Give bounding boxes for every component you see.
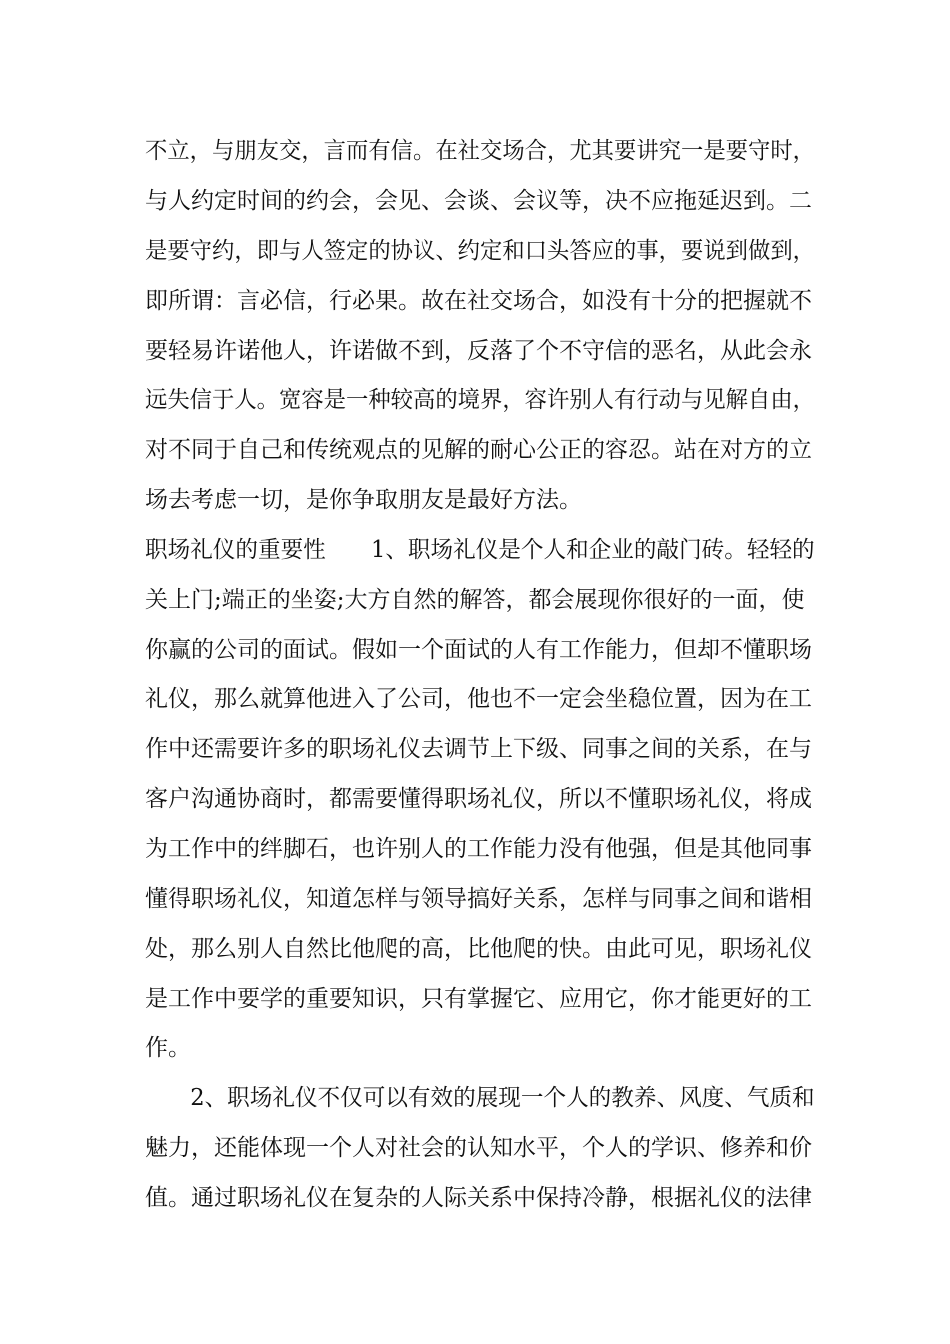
text-line: 要轻易许诺他人，许诺做不到，反落了个不守信的恶名，从此会永 [145,338,812,364]
text-line: 礼仪，那么就算他进入了公司，他也不一定会坐稳位置，因为在工 [145,686,812,712]
section-heading-line: 职场礼仪的重要性 1、职场礼仪是个人和企业的敲门砖。轻轻的 [145,537,815,563]
text-line: 作中还需要许多的职场礼仪去调节上下级、同事之间的关系，在与 [145,736,812,762]
text-line: 为工作中的绊脚石，也许别人的工作能力没有他强，但是其他同事 [145,836,812,862]
text-line: 不立，与朋友交，言而有信。在社交场合，尤其要讲究一是要守时， [145,138,815,164]
text-line: 2、职场礼仪不仅可以有效的展现一个人的教养、风度、气质和 [145,1085,815,1111]
text-line: 是工作中要学的重要知识，只有掌握它、应用它，你才能更好的工 [145,986,812,1012]
text-line: 与人约定时间的约会，会见、会谈、会议等，决不应拖延迟到。二 [145,188,812,214]
text-line: 客户沟通协商时，都需要懂得职场礼仪，所以不懂职场礼仪，将成 [145,786,812,812]
text-line: 你赢的公司的面试。假如一个面试的人有工作能力，但却不懂职场 [145,637,812,663]
text-line: 魅力，还能体现一个人对社会的认知水平，个人的学识、修养和价 [145,1135,812,1161]
text-line: 对不同于自己和传统观点的见解的耐心公正的容忍。站在对方的立 [145,437,812,463]
text-line: 值。通过职场礼仪在复杂的人际关系中保持冷静，根据礼仪的法律 [145,1185,812,1211]
text-line: 即所谓：言必信，行必果。故在社交场合，如没有十分的把握就不 [145,288,812,314]
text-line: 是要守约，即与人签定的协议、约定和口头答应的事，要说到做到， [145,238,815,264]
text-line: 懂得职场礼仪，知道怎样与领导搞好关系，怎样与同事之间和谐相 [145,886,812,912]
text-line: 处，那么别人自然比他爬的高，比他爬的快。由此可见，职场礼仪 [145,936,812,962]
text-line: 关上门;端正的坐姿;大方自然的解答，都会展现你很好的一面，使 [145,587,805,613]
text-line: 远失信于人。宽容是一种较高的境界，容许别人有行动与见解自由， [145,387,815,413]
text-line: 场去考虑一切，是你争取朋友是最好方法。 [145,487,582,513]
text-line: 作。 [145,1035,191,1061]
